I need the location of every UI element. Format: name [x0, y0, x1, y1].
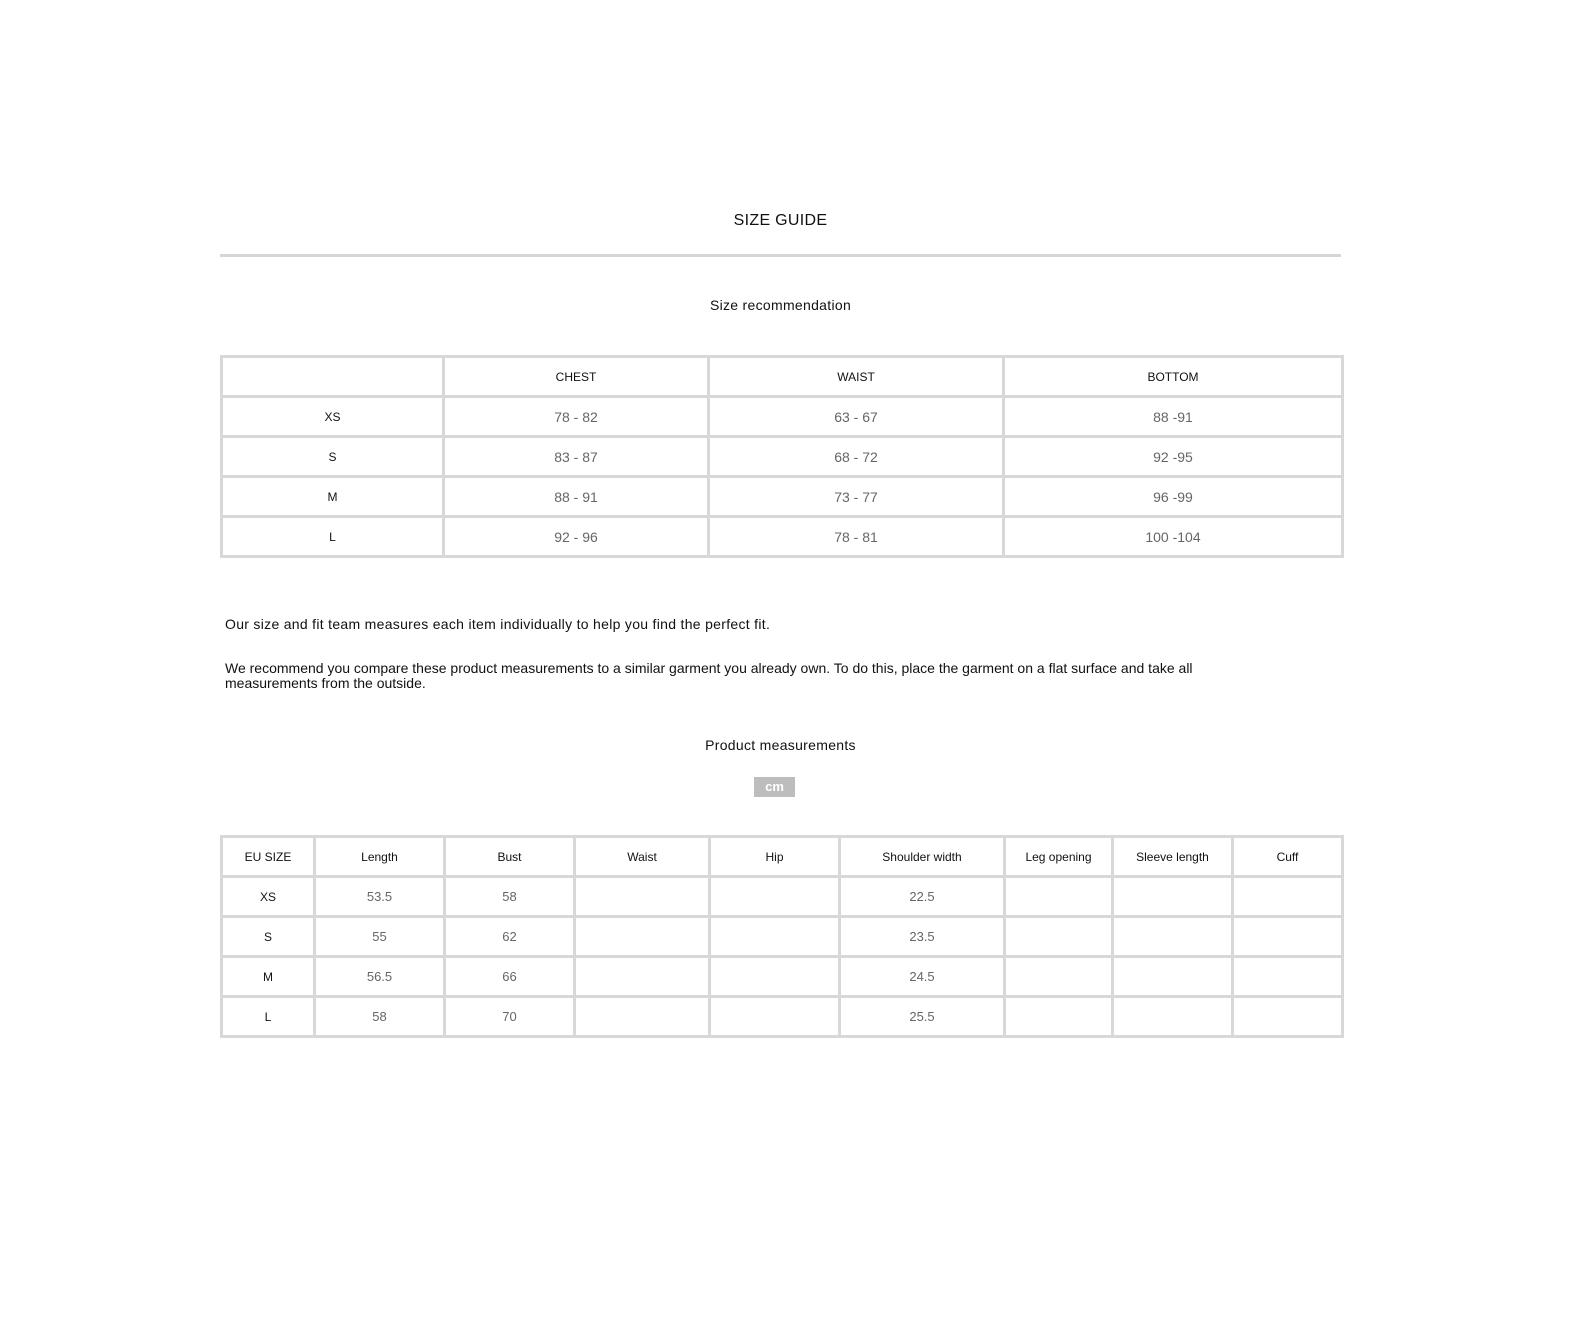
bust-value: 62	[445, 917, 575, 957]
hip-value	[710, 997, 840, 1037]
bust-value: 70	[445, 997, 575, 1037]
column-header-waist: Waist	[575, 837, 710, 877]
hip-value	[710, 877, 840, 917]
size-label: S	[222, 917, 315, 957]
size-label: S	[222, 437, 444, 477]
sleeve-length-value	[1113, 957, 1233, 997]
chest-value: 78 - 82	[444, 397, 709, 437]
length-value: 56.5	[315, 957, 445, 997]
waist-value	[575, 957, 710, 997]
cuff-value	[1233, 997, 1343, 1037]
page-title: SIZE GUIDE	[733, 212, 828, 229]
waist-value	[575, 917, 710, 957]
size-label: L	[222, 517, 444, 557]
column-header-length: Length	[315, 837, 445, 877]
cuff-value	[1233, 957, 1343, 997]
leg-opening-value	[1005, 877, 1113, 917]
size-label: L	[222, 997, 315, 1037]
table-row	[222, 517, 1343, 557]
leg-opening-value	[1005, 917, 1113, 957]
column-header-leg-opening: Leg opening	[1005, 837, 1113, 877]
table-row	[222, 957, 1343, 997]
chest-value: 83 - 87	[444, 437, 709, 477]
bottom-value: 88 -91	[1004, 397, 1343, 437]
size-label: M	[222, 957, 315, 997]
waist-value: 78 - 81	[709, 517, 1004, 557]
waist-value: 63 - 67	[709, 397, 1004, 437]
column-header-bust: Bust	[445, 837, 575, 877]
leg-opening-value	[1005, 997, 1113, 1037]
table-row	[222, 437, 1343, 477]
product-measurements-title: Product measurements	[705, 737, 856, 753]
column-header-size	[222, 357, 444, 397]
length-value: 53.5	[315, 877, 445, 917]
length-value: 58	[315, 997, 445, 1037]
intro-paragraph: Our size and fit team measures each item individually to help you find the perfect fit.	[225, 616, 771, 632]
shoulder-width-value: 23.5	[840, 917, 1005, 957]
cuff-value	[1233, 917, 1343, 957]
bust-value: 66	[445, 957, 575, 997]
chest-value: 92 - 96	[444, 517, 709, 557]
waist-value	[575, 997, 710, 1037]
waist-value: 68 - 72	[709, 437, 1004, 477]
size-label: XS	[222, 397, 444, 437]
table-row	[222, 917, 1343, 957]
hip-value	[710, 917, 840, 957]
bottom-value: 92 -95	[1004, 437, 1343, 477]
unit-toggle-cm[interactable]: cm	[754, 777, 795, 797]
size-recommendation-table	[220, 355, 1344, 558]
bust-value: 58	[445, 877, 575, 917]
column-header-waist: WAIST	[709, 357, 1004, 397]
table-row	[222, 997, 1343, 1037]
leg-opening-value	[1005, 957, 1113, 997]
table-row	[222, 477, 1343, 517]
chest-value: 88 - 91	[444, 477, 709, 517]
waist-value: 73 - 77	[709, 477, 1004, 517]
cuff-value	[1233, 877, 1343, 917]
column-header-chest: CHEST	[444, 357, 709, 397]
size-label: XS	[222, 877, 315, 917]
column-header-bottom: BOTTOM	[1004, 357, 1343, 397]
shoulder-width-value: 25.5	[840, 997, 1005, 1037]
length-value: 55	[315, 917, 445, 957]
sleeve-length-value	[1113, 997, 1233, 1037]
column-header-shoulder-width: Shoulder width	[840, 837, 1005, 877]
column-header-eu-size: EU SIZE	[222, 837, 315, 877]
shoulder-width-value: 22.5	[840, 877, 1005, 917]
table-header-row	[222, 837, 1343, 877]
table-header-row	[222, 357, 1343, 397]
hip-value	[710, 957, 840, 997]
title-divider	[220, 254, 1341, 257]
column-header-cuff: Cuff	[1233, 837, 1343, 877]
size-label: M	[222, 477, 444, 517]
size-recommendation-title: Size recommendation	[709, 297, 852, 313]
sleeve-length-value	[1113, 877, 1233, 917]
bottom-value: 96 -99	[1004, 477, 1343, 517]
waist-value	[575, 877, 710, 917]
table-row	[222, 397, 1343, 437]
column-header-sleeve-length: Sleeve length	[1113, 837, 1233, 877]
column-header-hip: Hip	[710, 837, 840, 877]
shoulder-width-value: 24.5	[840, 957, 1005, 997]
sleeve-length-value	[1113, 917, 1233, 957]
product-measurements-table	[220, 835, 1344, 1038]
bottom-value: 100 -104	[1004, 517, 1343, 557]
instructions-paragraph: We recommend you compare these product measurements to a similar garment you already own. To do this, place the garment on a flat surface and take all measurements from the outside.	[225, 660, 1193, 691]
table-row	[222, 877, 1343, 917]
